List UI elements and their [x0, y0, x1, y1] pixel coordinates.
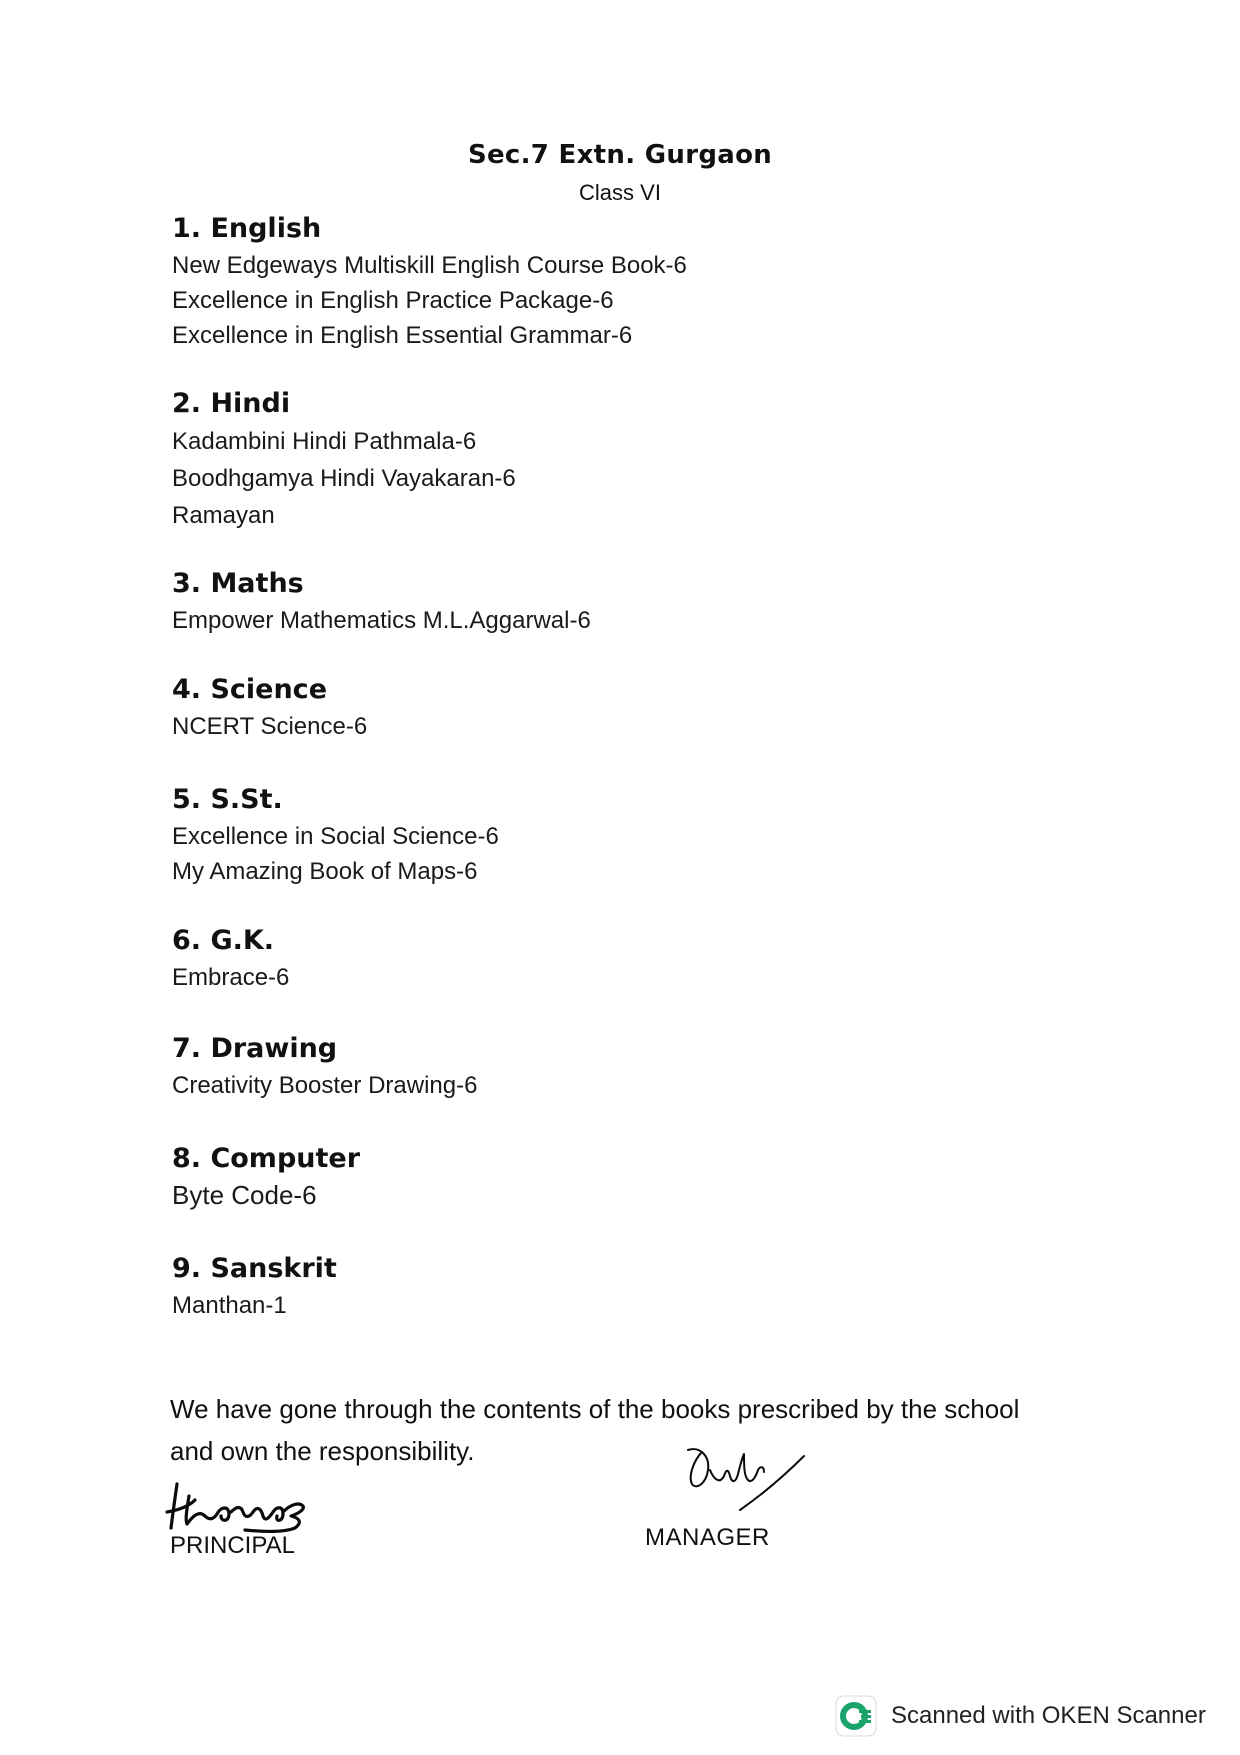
- manager-signature: [680, 1440, 810, 1520]
- subject-maths: [172, 565, 591, 638]
- subject-heading: 6. G.K.: [172, 925, 275, 956]
- subject-heading: 4. Science: [172, 674, 327, 705]
- book-item: Excellence in English Practice Package-6: [172, 287, 614, 314]
- subject-science: [172, 671, 367, 744]
- principal-label: PRINCIPAL: [170, 1532, 295, 1559]
- subject-computer: [172, 1140, 360, 1213]
- subject-gk: [172, 922, 289, 995]
- book-item: Ramayan: [172, 502, 275, 529]
- subject-heading: 3. Maths: [172, 568, 304, 599]
- book-item: New Edgeways Multiskill English Course Book-6: [172, 252, 687, 279]
- book-item: Kadambini Hindi Pathmala-6: [172, 428, 477, 455]
- subject-heading: 7. Drawing: [172, 1033, 338, 1064]
- book-item: Boodhgamya Hindi Vayakaran-6: [172, 465, 516, 492]
- subject-drawing: [172, 1030, 477, 1103]
- book-item: Byte Code-6: [172, 1180, 317, 1210]
- book-item: Excellence in English Essential Grammar-6: [172, 322, 633, 349]
- subject-heading: 8. Computer: [172, 1143, 361, 1174]
- subject-heading: 2. Hindi: [172, 388, 291, 419]
- book-item: Empower Mathematics M.L.Aggarwal-6: [172, 607, 591, 634]
- scanner-watermark: [835, 1694, 1206, 1738]
- manager-label: MANAGER: [645, 1524, 770, 1551]
- book-item: Embrace-6: [172, 964, 290, 991]
- subject-heading: 1. English: [172, 213, 322, 244]
- subject-heading: 5. S.St.: [172, 784, 283, 815]
- scanner-watermark-text: Scanned with OKEN Scanner: [891, 1702, 1206, 1729]
- book-item: My Amazing Book of Maps-6: [172, 858, 478, 885]
- subject-english: [172, 210, 687, 353]
- subject-heading: 9. Sanskrit: [172, 1253, 337, 1284]
- class-label: Class VI: [579, 180, 661, 205]
- book-item: Excellence in Social Science-6: [172, 823, 499, 850]
- responsibility-statement: [170, 1388, 1090, 1472]
- book-item: Creativity Booster Drawing-6: [172, 1072, 478, 1099]
- principal-signature: [165, 1476, 335, 1536]
- school-title: Sec.7 Extn. Gurgaon: [467, 140, 773, 170]
- statement-line: We have gone through the contents of the books prescribed by the school: [170, 1394, 1020, 1424]
- book-item: NCERT Science-6: [172, 713, 368, 740]
- subject-hindi: [172, 385, 516, 534]
- book-item: Manthan-1: [172, 1292, 287, 1319]
- subject-sst: [172, 781, 499, 889]
- oken-scanner-logo-icon: [835, 1695, 877, 1737]
- statement-line: and own the responsibility.: [170, 1436, 475, 1466]
- subject-sanskrit: [172, 1250, 337, 1323]
